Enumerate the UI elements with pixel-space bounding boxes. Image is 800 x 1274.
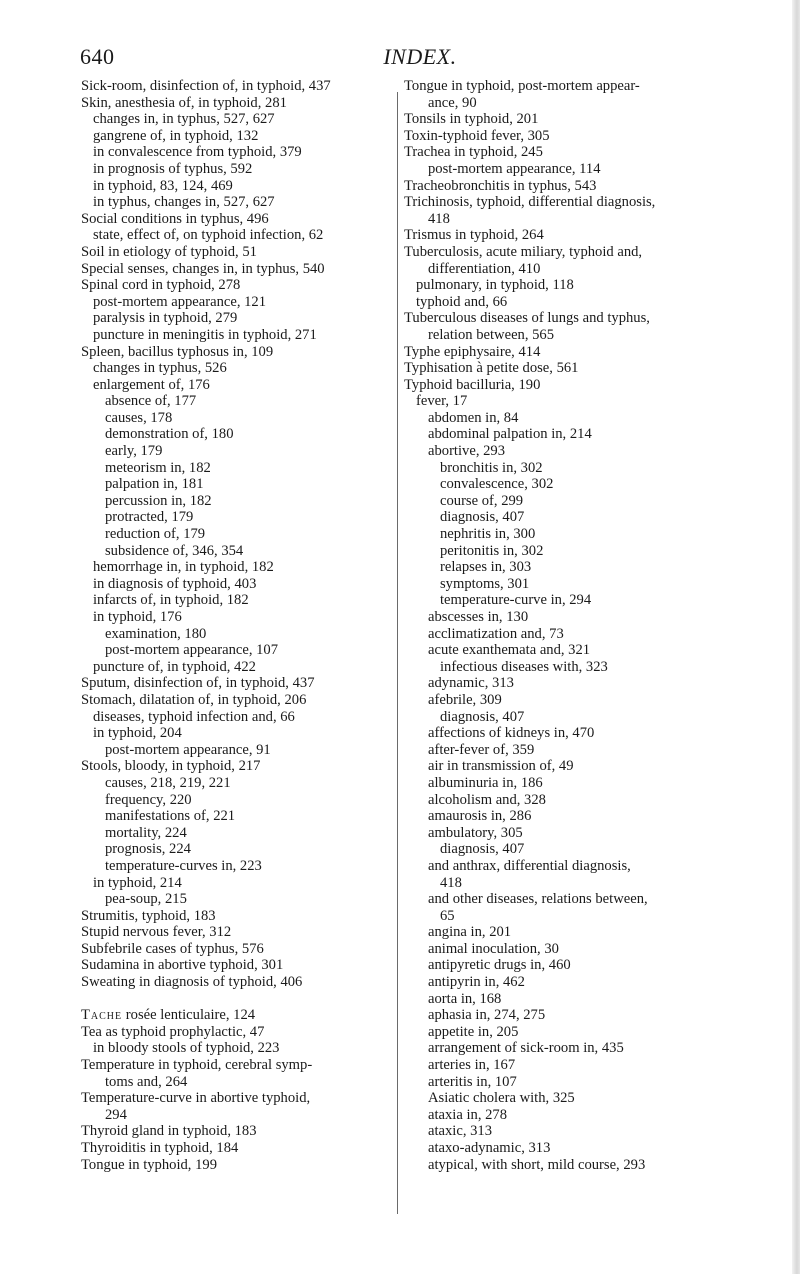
- index-entry: ambulatory, 305: [428, 824, 523, 841]
- index-entry: 294: [105, 1106, 127, 1123]
- index-entry: Asiatic cholera with, 325: [428, 1090, 575, 1107]
- index-entry: pulmonary, in typhoid, 118: [416, 277, 574, 294]
- index-entry: diseases, typhoid infection and, 66: [93, 708, 295, 725]
- index-entry: percussion in, 182: [105, 492, 212, 509]
- index-entry: Stools, bloody, in typhoid, 217: [81, 758, 261, 775]
- index-entry: Strumitis, typhoid, 183: [81, 907, 216, 924]
- index-entry: Tea as typhoid prophylactic, 47: [81, 1023, 265, 1040]
- index-entry: puncture of, in typhoid, 422: [93, 658, 256, 675]
- index-entry: Temperature-curve in abortive typhoid,: [81, 1090, 311, 1107]
- index-entry: Trichinosis, typhoid, differential diagnosis,: [404, 194, 656, 211]
- index-entry: Sick-room, disinfection of, in typhoid, 437: [81, 78, 331, 94]
- index-entry: bronchitis in, 302: [440, 459, 543, 476]
- index-entry: changes in typhus, 526: [93, 360, 227, 377]
- index-entry: absence of, 177: [105, 393, 197, 410]
- index-entry: in convalescence from typhoid, 379: [93, 144, 302, 161]
- index-entry: meteorism in, 182: [105, 459, 211, 476]
- column-divider: [397, 92, 398, 1214]
- index-entry: Sputum, disinfection of, in typhoid, 437: [81, 675, 315, 692]
- index-column-right: [404, 78, 774, 1173]
- index-entry: acclimatization and, 73: [428, 625, 564, 642]
- index-entry: abscesses in, 130: [428, 609, 529, 625]
- index-entry: diagnosis, 407: [440, 841, 525, 858]
- index-entry: Typhisation à petite dose, 561: [404, 360, 579, 377]
- index-entry: Trismus in typhoid, 264: [404, 227, 544, 244]
- index-entry: demonstration of, 180: [105, 426, 234, 443]
- index-entry: examination, 180: [105, 625, 207, 642]
- index-entry: air in transmission of, 49: [428, 758, 574, 775]
- index-entry: typhoid and, 66: [416, 293, 508, 310]
- index-entry: abdominal palpation in, 214: [428, 426, 592, 443]
- index-entry: infarcts of, in typhoid, 182: [93, 592, 249, 609]
- index-entry: acute exanthemata and, 321: [428, 642, 591, 659]
- index-entry: reduction of, 179: [105, 526, 206, 543]
- index-entry: and other diseases, relations between,: [428, 891, 648, 908]
- index-entry: Tache rosée lenticulaire, 124: [81, 1007, 256, 1024]
- index-entry: nephritis in, 300: [440, 526, 536, 543]
- index-entry: temperature-curves in, 223: [105, 857, 262, 874]
- index-entry: Tongue in typhoid, post-mortem appear-: [404, 78, 640, 94]
- page-header: [80, 44, 760, 70]
- index-entry: hemorrhage in, in typhoid, 182: [93, 559, 274, 576]
- index-entry: pea-soup, 215: [105, 891, 187, 908]
- index-entry: adynamic, 313: [428, 675, 514, 692]
- index-entry: post-mortem appearance, 107: [105, 642, 279, 659]
- index-entry: subsidence of, 346, 354: [105, 542, 244, 559]
- index-entry: alcoholism and, 328: [428, 791, 546, 808]
- page-number: 640: [80, 44, 115, 69]
- index-entry: diagnosis, 407: [440, 509, 525, 526]
- index-entry: protracted, 179: [105, 509, 194, 526]
- index-entry: ataxia in, 278: [428, 1106, 508, 1123]
- index-entry: abdomen in, 84: [428, 409, 519, 426]
- index-entry: amaurosis in, 286: [428, 808, 532, 825]
- index-entry: ance, 90: [428, 94, 477, 111]
- index-entry: convalescence, 302: [440, 476, 554, 493]
- index-entry: 65: [440, 907, 455, 924]
- index-entry: affections of kidneys in, 470: [428, 725, 595, 742]
- index-entry: infectious diseases with, 323: [440, 658, 608, 675]
- index-entry: atypical, with short, mild course, 293: [428, 1156, 646, 1173]
- index-entry: Tuberculosis, acute miliary, typhoid and,: [404, 243, 643, 260]
- index-entry: in typhus, changes in, 527, 627: [93, 194, 275, 211]
- index-entry: Thyroid gland in typhoid, 183: [81, 1123, 257, 1140]
- index-entry: enlargement of, 176: [93, 376, 210, 393]
- index-entry: paralysis in typhoid, 279: [93, 310, 238, 327]
- index-entry: toms and, 264: [105, 1073, 188, 1090]
- index-entry: in bloody stools of typhoid, 223: [93, 1040, 280, 1057]
- index-entry: Sweating in diagnosis of typhoid, 406: [81, 974, 303, 991]
- index-column-left: [81, 78, 399, 1173]
- index-entry: mortality, 224: [105, 824, 187, 841]
- index-entry: temperature-curve in, 294: [440, 592, 592, 609]
- index-entry: relation between, 565: [428, 326, 555, 343]
- index-entry: Tuberculous diseases of lungs and typhus,: [404, 310, 650, 327]
- index-entry: aorta in, 168: [428, 990, 502, 1007]
- index-entry: Stupid nervous fever, 312: [81, 924, 232, 941]
- index-entry: Subfebrile cases of typhus, 576: [81, 940, 264, 957]
- index-entry: puncture in meningitis in typhoid, 271: [93, 326, 317, 343]
- index-entry: Special senses, changes in, in typhus, 540: [81, 260, 325, 277]
- index-entry: ataxo-adynamic, 313: [428, 1140, 551, 1156]
- index-entry: Spinal cord in typhoid, 278: [81, 277, 241, 294]
- index-entry: state, effect of, on typhoid infection, 62: [93, 227, 324, 244]
- index-entry: Trachea in typhoid, 245: [404, 144, 543, 161]
- index-entry: symptoms, 301: [440, 575, 530, 592]
- index-entry: post-mortem appearance, 121: [93, 293, 267, 310]
- index-entry: 418: [440, 874, 462, 891]
- index-entry: antipyrin in, 462: [428, 974, 525, 991]
- index-entry: frequency, 220: [105, 791, 192, 808]
- index-entry: causes, 178: [105, 409, 173, 426]
- index-entry: Soil in etiology of typhoid, 51: [81, 243, 257, 260]
- index-entry: differentiation, 410: [428, 260, 541, 277]
- index-entry: Tracheobronchitis in typhus, 543: [404, 177, 597, 194]
- index-entry: relapses in, 303: [440, 559, 532, 576]
- index-entry: arteritis in, 107: [428, 1073, 517, 1090]
- index-entry: in typhoid, 83, 124, 469: [93, 177, 233, 194]
- index-entry: early, 179: [105, 443, 163, 460]
- index-entry: diagnosis, 407: [440, 708, 525, 725]
- index-entry: after-fever of, 359: [428, 741, 535, 758]
- index-entry: 418: [428, 210, 450, 227]
- page-edge-shadow: [792, 0, 800, 1274]
- index-entry: albuminuria in, 186: [428, 774, 543, 791]
- index-entry: arrangement of sick-room in, 435: [428, 1040, 624, 1057]
- index-entry: changes in, in typhus, 527, 627: [93, 111, 275, 128]
- index-entry: Sudamina in abortive typhoid, 301: [81, 957, 284, 974]
- index-entry: Thyroiditis in typhoid, 184: [81, 1140, 239, 1156]
- index-entry: abortive, 293: [428, 443, 506, 460]
- index-entry: appetite in, 205: [428, 1023, 519, 1040]
- index-entry: Stomach, dilatation of, in typhoid, 206: [81, 691, 307, 708]
- index-entry: course of, 299: [440, 492, 524, 509]
- index-entry: Toxin-typhoid fever, 305: [404, 127, 550, 144]
- index-entry: arteries in, 167: [428, 1057, 516, 1074]
- index-gap: [81, 991, 399, 1008]
- index-entry: prognosis, 224: [105, 841, 191, 858]
- index-entry: in prognosis of typhus, 592: [93, 160, 253, 177]
- index-entry: in typhoid, 176: [93, 609, 182, 625]
- index-entry: Skin, anesthesia of, in typhoid, 281: [81, 94, 287, 111]
- index-entry: post-mortem appearance, 91: [105, 741, 271, 758]
- index-entry: palpation in, 181: [105, 476, 204, 493]
- index-entry: antipyretic drugs in, 460: [428, 957, 571, 974]
- index-entry: gangrene of, in typhoid, 132: [93, 127, 259, 144]
- index-entry: afebrile, 309: [428, 691, 502, 708]
- index-entry: causes, 218, 219, 221: [105, 774, 231, 791]
- index-entry: Spleen, bacillus typhosus in, 109: [81, 343, 274, 360]
- index-entry: animal inoculation, 30: [428, 940, 559, 957]
- index-entry: peritonitis in, 302: [440, 542, 544, 559]
- index-entry: in diagnosis of typhoid, 403: [93, 575, 257, 592]
- index-entry: fever, 17: [416, 393, 468, 410]
- index-entry: in typhoid, 204: [93, 725, 182, 742]
- index-entry: Social conditions in typhus, 496: [81, 210, 269, 227]
- index-entry: Temperature in typhoid, cerebral symp-: [81, 1057, 313, 1074]
- index-entry: Tonsils in typhoid, 201: [404, 111, 539, 128]
- page-title: INDEX.: [383, 44, 457, 69]
- index-entry: Typhoid bacilluria, 190: [404, 376, 541, 393]
- index-entry: angina in, 201: [428, 924, 512, 941]
- index-entry: Typhe epiphysaire, 414: [404, 343, 541, 360]
- index-entry: Tongue in typhoid, 199: [81, 1156, 217, 1173]
- index-entry: aphasia in, 274, 275: [428, 1007, 546, 1024]
- index-entry: post-mortem appearance, 114: [428, 160, 601, 177]
- index-entry: manifestations of, 221: [105, 808, 236, 825]
- index-entry: and anthrax, differential diagnosis,: [428, 857, 631, 874]
- index-entry: in typhoid, 214: [93, 874, 182, 891]
- index-entry: ataxic, 313: [428, 1123, 493, 1140]
